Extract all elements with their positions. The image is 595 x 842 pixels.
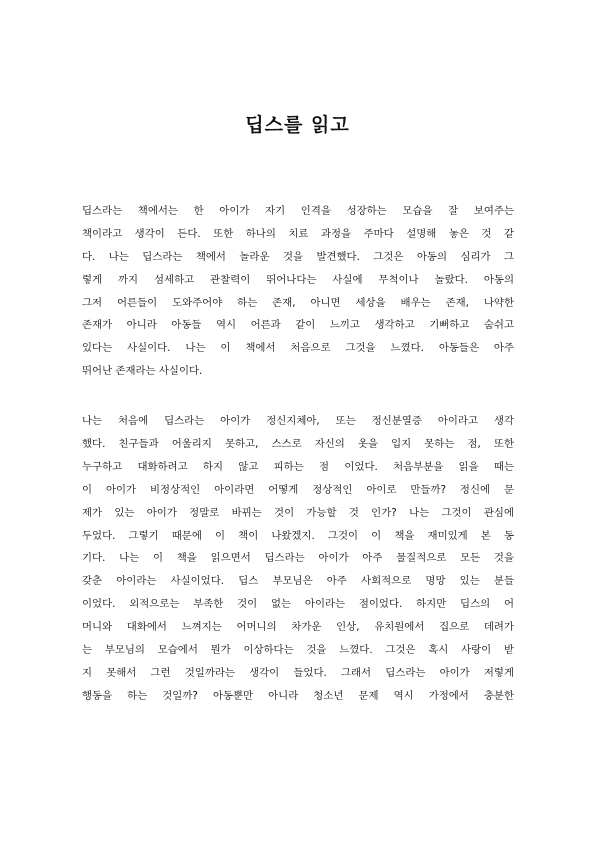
text-line: 존재가 아니라 아동들 역시 어른과 같이 느끼고 생각하고 기뻐하고 숨쉬고 [82, 319, 514, 332]
text-line: 딥스라는 책에서는 한 아이가 자기 인격을 성장하는 모습을 잘 보여주는 [82, 205, 514, 217]
paragraph-1 [82, 200, 514, 383]
text-line: 이었다. 외적으로는 부족한 것이 없는 아이라는 점이었다. 하지만 딥스의 어 [82, 598, 514, 611]
text-line: 는 부모님의 모습에서 뭔가 이상하다는 것을 느꼈다. 그것은 혹시 사랑이 받 [82, 644, 514, 657]
text-line: 했다. 친구들과 어울리지 못하고, 스스로 자신의 옷을 입지 못하는 점, 또한 [82, 438, 514, 451]
document-title: 딥스를 읽고 [245, 114, 350, 136]
text-line: 나는 처음에 딥스라는 아이가 정신지체아, 또는 정신분열증 아이라고 생각 [82, 415, 514, 428]
text-line: 책이라고 생각이 든다. 또한 하나의 치료 과정을 주마다 설명해 놓은 것 같 [82, 227, 514, 240]
paragraph-2 [82, 410, 514, 708]
text-line: 머니와 대화에서 느껴지는 어머니의 차가운 인상, 유치원에서 집으로 데려가 [82, 621, 514, 634]
text-line: 지 못해서 그런 것일까라는 생각이 들었다. 그래서 딥스라는 아이가 저렇게 [82, 666, 514, 679]
text-line: 기다. 나는 이 책을 읽으면서 딥스라는 아이가 아주 물질적으로 모든 것을 [82, 552, 514, 565]
text-line: 제가 있는 아이가 정말로 바뀌는 것이 가능할 것 인가? 나는 그것이 관심에 [82, 506, 514, 519]
text-line: 갖춘 아이라는 사실이었다. 딥스 부모님은 아주 사회적으로 명망 있는 분들 [82, 575, 514, 588]
text-line: 렇게 까지 섬세하고 관찰력이 뛰어나다는 사실에 무척이나 놀랐다. 아동의 [82, 273, 514, 286]
document-body [82, 200, 514, 708]
text-line: 그저 어른들이 도와주어야 하는 존재, 아니면 세상을 배우는 존재, 나약한 [82, 296, 514, 309]
text-line: 누구하고 대화하려고 하지 않고 피하는 점 이었다. 처음부분을 읽을 때는 [82, 460, 514, 473]
text-line: 있다는 사실이다. 나는 이 책에서 처음으로 그것을 느꼈다. 아동들은 아주 [82, 342, 514, 355]
text-line: 행동을 하는 것일까? 아동뿐만 아니라 청소년 문제 역시 가정에서 충분한 [82, 689, 514, 702]
text-line: 이 아이가 비정상적인 아이라면 어떻게 정상적인 아이로 만들까? 정신에 문 [82, 483, 514, 496]
text-line: 다. 나는 딥스라는 책에서 놀라운 것을 발견했다. 그것은 아동의 심리가 그 [82, 250, 514, 263]
text-line: 두었다. 그렇기 때문에 이 책이 나왔겠지. 그것이 이 책을 재미있게 본 동 [82, 529, 514, 542]
text-line: 뛰어난 존재라는 사실이다. [82, 365, 203, 378]
